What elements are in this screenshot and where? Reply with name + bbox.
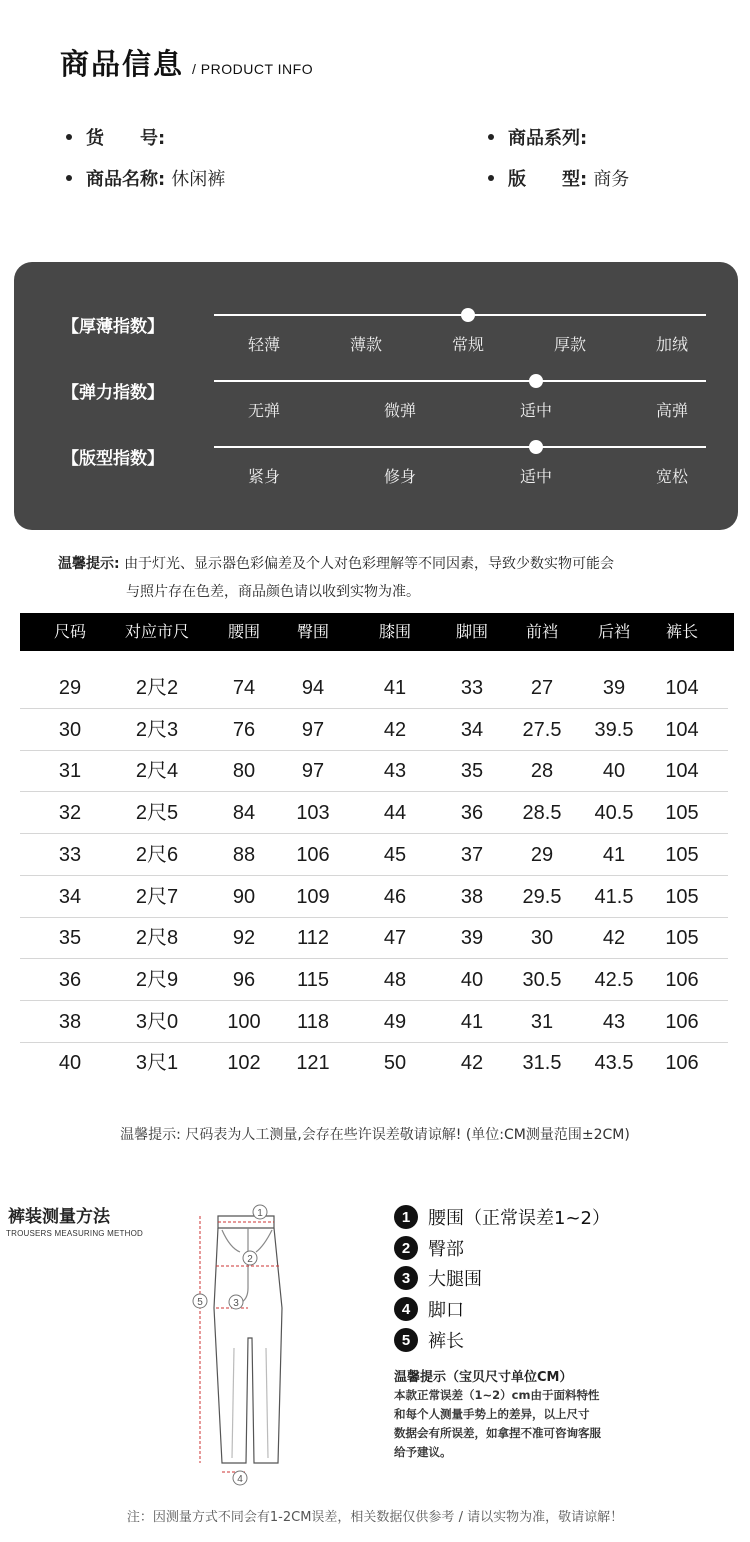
table-row: [20, 834, 728, 876]
table-cell: 118: [297, 1010, 329, 1033]
table-header-cell: 脚围: [455, 622, 489, 641]
index-option: 薄款: [349, 335, 383, 354]
table-row: [20, 959, 728, 1001]
table-cell: 31: [58, 760, 82, 783]
table-cell: 38: [58, 1010, 82, 1033]
index-label: 【弹力指数】: [62, 383, 164, 403]
table-cell: 39: [602, 677, 626, 699]
legend-label: 大腿围: [428, 1269, 482, 1290]
table-header-cell: 后裆: [597, 622, 631, 641]
table-cell: 47: [383, 927, 407, 950]
tip-line: 和每个人测量手势上的差异，以上尺寸: [394, 1407, 590, 1421]
notice-line-2: 与照片存在色差，商品颜色请以收到实物为准。: [126, 584, 420, 600]
diagram-mark-2: 2: [247, 1254, 253, 1265]
table-cell: 2尺6: [135, 843, 179, 866]
table-cell: 92: [232, 927, 256, 950]
legend-item-hip: [394, 1235, 464, 1261]
index-scale-track: [214, 314, 706, 316]
table-cell: 34: [460, 718, 484, 741]
number-1-icon: 1: [394, 1205, 418, 1229]
bullet-icon: [488, 134, 494, 140]
number-3-icon: 3: [394, 1266, 418, 1290]
table-cell: 42.5: [594, 968, 634, 991]
table-cell: 30: [530, 927, 554, 950]
measuring-tip-title: 温馨提示（宝贝尺寸单位CM）: [394, 1370, 573, 1385]
index-option: 修身: [383, 467, 417, 486]
table-cell: 36: [58, 968, 82, 991]
index-label: 【厚薄指数】: [62, 317, 164, 337]
table-cell: 40: [602, 760, 626, 783]
table-cell: 109: [296, 885, 330, 908]
table-cell: 43.5: [594, 1052, 634, 1075]
table-cell: 3尺1: [135, 1052, 179, 1075]
table-cell: 29: [58, 677, 82, 699]
table-cell: 40: [58, 1052, 82, 1075]
table-cell: 41: [383, 677, 407, 699]
table-cell: 104: [665, 677, 699, 699]
legend-item-waist: [394, 1204, 610, 1230]
table-cell: 43: [602, 1010, 626, 1033]
table-cell: 2尺4: [135, 760, 179, 783]
table-cell: 106: [665, 968, 699, 991]
table-cell: 2尺3: [135, 718, 179, 741]
table-cell: 35: [460, 760, 484, 783]
table-cell: 31: [530, 1010, 554, 1033]
legend-item-leg-opening: [394, 1296, 464, 1322]
table-row: [20, 792, 728, 834]
number-2-icon: 2: [394, 1236, 418, 1260]
diagram-mark-3: 3: [233, 1298, 239, 1309]
table-cell: 34: [58, 885, 82, 908]
table-row: [20, 917, 728, 959]
table-cell: 39.5: [594, 718, 634, 741]
index-option: 适中: [519, 401, 553, 420]
number-4-icon: 4: [394, 1297, 418, 1321]
info-label: 商品名称:: [86, 169, 166, 190]
table-cell: 27.5: [522, 718, 562, 741]
measuring-title: 裤装测量方法: [8, 1207, 110, 1227]
product-info-header: [60, 42, 313, 83]
index-option: 宽松: [655, 467, 689, 486]
tip-line: 给予建议。: [394, 1445, 452, 1459]
table-cell: 33: [460, 677, 484, 699]
page-subtitle: / PRODUCT INFO: [192, 61, 314, 77]
info-value: 商务: [593, 169, 630, 190]
table-cell: 33: [58, 843, 82, 866]
bullet-icon: [66, 175, 72, 181]
legend-label: 臀部: [428, 1239, 464, 1260]
info-label: 货 号:: [86, 128, 166, 149]
table-cell: 94: [301, 677, 325, 699]
color-notice: [58, 550, 614, 606]
table-cell: 121: [296, 1052, 330, 1075]
table-cell: 41: [460, 1010, 484, 1033]
table-row: [20, 1001, 728, 1043]
size-table-header: [20, 613, 734, 651]
table-cell: 105: [665, 927, 699, 950]
table-header-cell: 前裆: [525, 622, 559, 641]
diagram-mark-4: 4: [237, 1474, 243, 1485]
index-scale-track: [214, 446, 706, 448]
table-cell: 74: [232, 677, 256, 699]
table-cell: 103: [296, 802, 330, 825]
trousers-diagram: [186, 1198, 286, 1488]
tip-line: 本款正常误差（1~2）cm由于面料特性: [394, 1388, 600, 1402]
index-selected-knob: [529, 440, 543, 454]
table-cell: 32: [58, 802, 82, 825]
table-cell: 2尺8: [135, 927, 179, 950]
table-cell: 42: [383, 718, 407, 741]
measuring-tip-body: [394, 1386, 644, 1462]
table-header-cell: 对应市尺: [124, 622, 190, 641]
index-option: 无弹: [247, 401, 281, 420]
table-cell: 45: [383, 843, 407, 866]
notice-prefix: 温馨提示:: [58, 556, 120, 572]
table-cell: 102: [227, 1052, 261, 1075]
index-option: 轻薄: [247, 335, 281, 354]
table-cell: 35: [58, 927, 82, 950]
size-table-note: 温馨提示: 尺码表为人工测量,会存在些许误差敬请谅解! (单位:CM测量范围±2CM): [120, 1127, 630, 1143]
table-cell: 29.5: [522, 885, 562, 908]
index-option: 紧身: [247, 467, 281, 486]
diagram-mark-5: 5: [197, 1297, 203, 1308]
index-label: 【版型指数】: [62, 449, 164, 469]
measuring-subtitle: TROUSERS MEASURING METHOD: [6, 1229, 144, 1238]
table-cell: 41: [602, 843, 626, 866]
table-cell: 112: [297, 927, 329, 950]
table-row: [20, 709, 728, 751]
table-cell: 42: [460, 1052, 484, 1075]
table-cell: 30.5: [522, 968, 562, 991]
info-label: 版 型:: [508, 169, 588, 190]
bullet-icon: [66, 134, 72, 140]
index-option: 加绒: [655, 335, 689, 354]
footer-note: 注：因测量方式不同会有1-2CM误差，相关数据仅供参考 / 请以实物为准，敬请谅解！: [126, 1510, 624, 1525]
diagram-mark-1: 1: [257, 1208, 263, 1219]
table-cell: 30: [58, 718, 82, 741]
legend-label: 脚口: [428, 1300, 464, 1321]
info-label: 商品系列:: [508, 128, 588, 149]
table-cell: 41.5: [594, 885, 634, 908]
table-cell: 28.5: [522, 802, 562, 825]
table-cell: 43: [383, 760, 407, 783]
table-cell: 39: [460, 927, 484, 950]
table-cell: 115: [297, 968, 329, 991]
table-cell: 104: [665, 718, 699, 741]
table-cell: 2尺7: [135, 885, 179, 908]
table-cell: 50: [383, 1052, 407, 1075]
notice-line-1: 由于灯光、显示器色彩偏差及个人对色彩理解等不同因素，导致少数实物可能会: [124, 556, 615, 572]
table-cell: 40.5: [594, 802, 634, 825]
number-5-icon: 5: [394, 1328, 418, 1352]
table-cell: 40: [460, 968, 484, 991]
info-item-fit: [488, 165, 629, 191]
index-option: 微弹: [383, 401, 417, 420]
page-title: 商品信息: [60, 47, 185, 81]
table-cell: 106: [665, 1010, 699, 1033]
legend-label: 腰围（正常误差1~2）: [428, 1208, 610, 1229]
table-cell: 76: [232, 718, 256, 741]
table-cell: 105: [665, 802, 699, 825]
table-cell: 28: [530, 760, 554, 783]
table-cell: 38: [460, 885, 484, 908]
info-value: 休闲裤: [171, 169, 226, 190]
table-row: [20, 750, 728, 792]
table-cell: 2尺2: [135, 677, 179, 699]
table-cell: 48: [383, 968, 407, 991]
table-cell: 106: [665, 1052, 699, 1075]
table-cell: 97: [301, 718, 325, 741]
table-header-cell: 尺码: [53, 622, 87, 641]
table-row: [20, 876, 728, 918]
table-header-cell: 膝围: [378, 622, 412, 641]
index-option: 适中: [519, 467, 553, 486]
tip-line: 数据会有所误差，如拿捏不准可咨询客服: [394, 1426, 601, 1440]
table-cell: 2尺9: [135, 968, 179, 991]
table-cell: 44: [383, 802, 407, 825]
index-panel: [14, 262, 738, 530]
table-cell: 29: [530, 843, 554, 866]
measuring-method-section: [0, 1190, 750, 1490]
table-cell: 105: [665, 843, 699, 866]
table-header-cell: 臀围: [296, 622, 330, 641]
index-selected-knob: [461, 308, 475, 322]
info-item-name: [66, 165, 225, 191]
table-header-cell: 裤长: [665, 622, 699, 641]
table-cell: 42: [602, 927, 626, 950]
table-cell: 27: [530, 677, 554, 699]
info-item-series: [488, 124, 593, 150]
index-option: 厚款: [553, 335, 587, 354]
table-row: [20, 667, 728, 709]
table-cell: 96: [232, 968, 256, 991]
table-cell: 49: [383, 1010, 407, 1033]
table-cell: 100: [227, 1010, 261, 1033]
table-cell: 106: [296, 843, 330, 866]
table-cell: 97: [301, 760, 325, 783]
index-selected-knob: [529, 374, 543, 388]
legend-label: 裤长: [428, 1331, 464, 1352]
info-item-code: [66, 124, 171, 150]
index-scale-track: [214, 380, 706, 382]
index-option: 常规: [451, 335, 485, 354]
table-cell: 2尺5: [135, 802, 179, 825]
legend-item-thigh: [394, 1265, 482, 1291]
legend-item-length: [394, 1327, 464, 1353]
table-cell: 3尺0: [135, 1010, 179, 1033]
table-cell: 80: [232, 760, 256, 783]
table-cell: 84: [232, 802, 256, 825]
index-option: 高弹: [655, 401, 689, 420]
table-cell: 36: [460, 802, 484, 825]
bullet-icon: [488, 175, 494, 181]
table-cell: 104: [665, 760, 699, 783]
table-header-cell: 腰围: [227, 622, 261, 641]
table-cell: 37: [460, 843, 484, 866]
table-cell: 46: [383, 885, 407, 908]
table-cell: 90: [232, 885, 256, 908]
table-cell: 105: [665, 885, 699, 908]
table-cell: 88: [232, 843, 256, 866]
table-row: [20, 1042, 728, 1084]
table-cell: 31.5: [522, 1052, 562, 1075]
